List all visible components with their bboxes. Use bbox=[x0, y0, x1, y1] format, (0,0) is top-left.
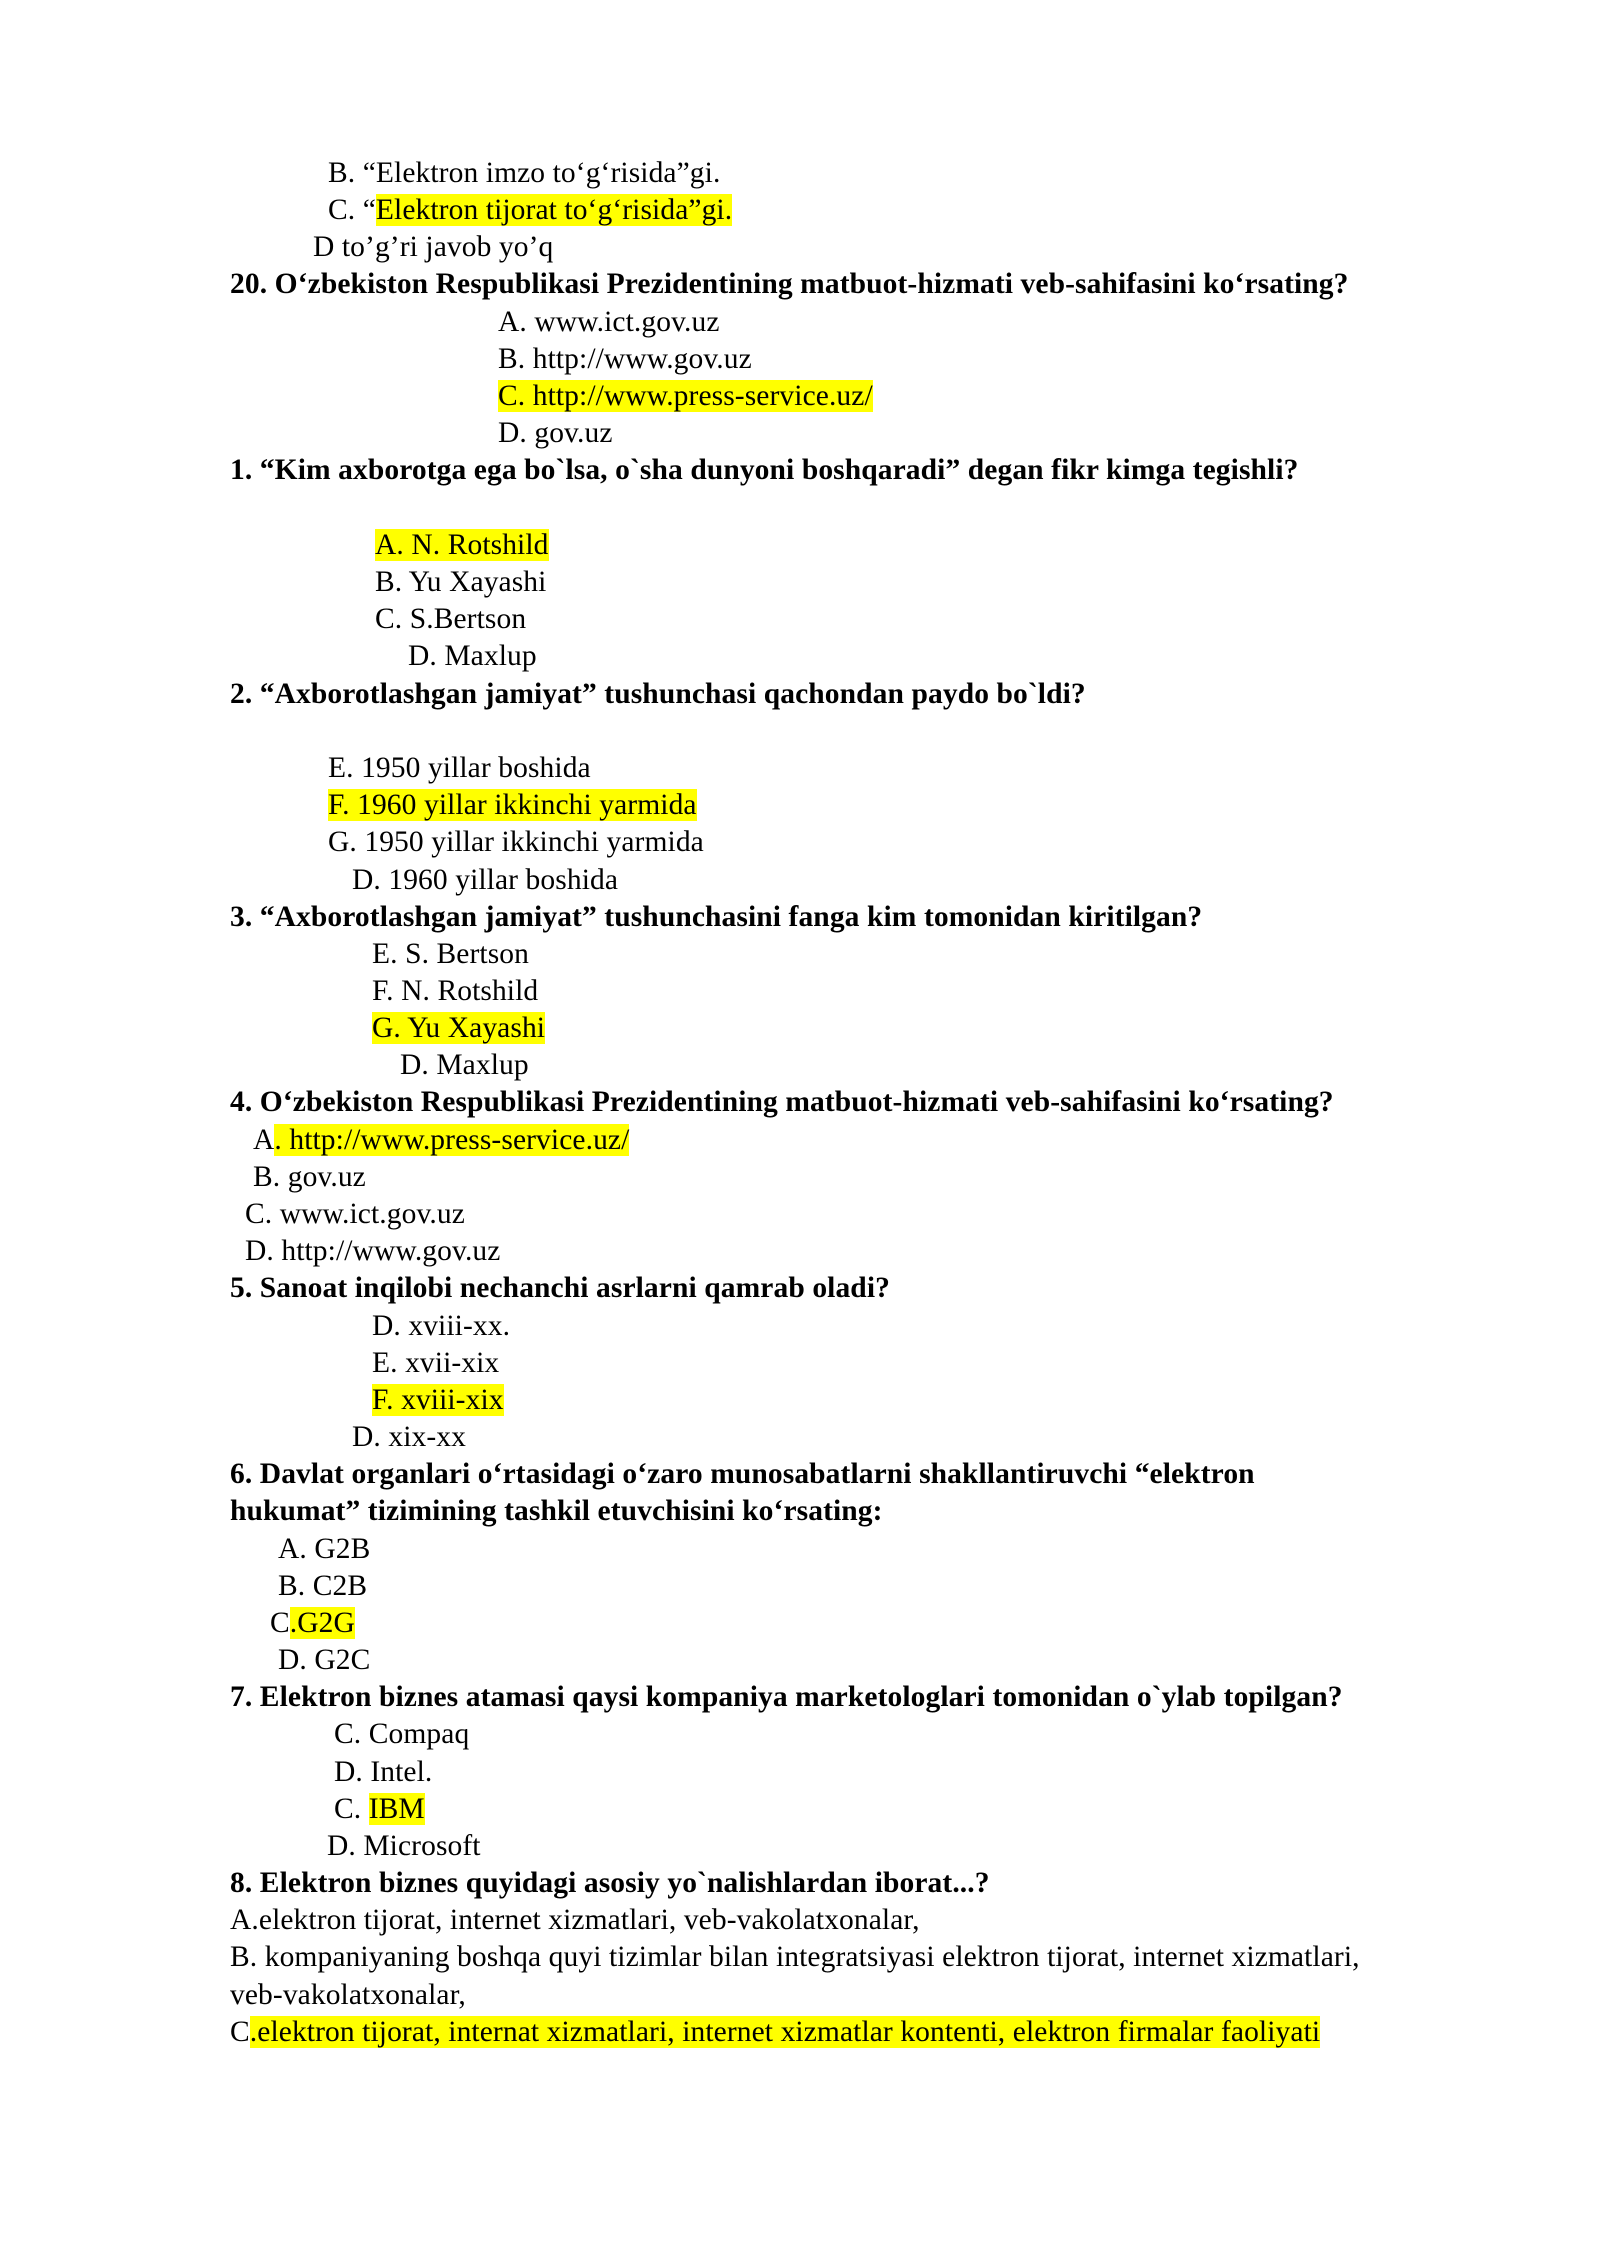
answer-option bbox=[498, 341, 752, 378]
line-text: C. bbox=[334, 1793, 369, 1825]
line-text: E. 1950 yillar boshida bbox=[328, 752, 591, 784]
question-text bbox=[230, 899, 1202, 936]
line-text: D. 1960 yillar boshida bbox=[352, 864, 619, 896]
line-text: B. gov.uz bbox=[253, 1161, 366, 1193]
line-text: D. Maxlup bbox=[408, 640, 537, 672]
line-text: B. C2B bbox=[278, 1570, 368, 1602]
line-text: veb-vakolatxonalar, bbox=[230, 1979, 466, 2011]
line-text: A.elektron tijorat, internet xizmatlari, veb-vakolatxonalar, bbox=[230, 1904, 920, 1936]
question-text bbox=[230, 1270, 890, 1307]
line-text: 1. “Kim axborotga ega bo`lsa, o`sha dunyoni boshqaradi” degan fikr kimga tegishli? bbox=[230, 454, 1299, 486]
highlighted-answer: F. xviii-xix bbox=[372, 1384, 504, 1416]
line-text: hukumat” tizimining tashkil etuvchisini ko‘rsating: bbox=[230, 1495, 883, 1527]
answer-option bbox=[334, 1791, 425, 1828]
line-text: D. http://www.gov.uz bbox=[245, 1235, 501, 1267]
line-text: E. xvii-xix bbox=[372, 1347, 500, 1379]
answer-option bbox=[313, 229, 553, 266]
answer-option bbox=[375, 564, 546, 601]
line-text: B. kompaniyaning boshqa quyi tizimlar bilan integratsiyasi elektron tijorat, internet xizmatlari, bbox=[230, 1941, 1360, 1973]
answer-option bbox=[498, 304, 720, 341]
question-text bbox=[230, 1456, 1255, 1493]
line-text: C. “ bbox=[328, 194, 376, 226]
line-text: D. xix-xx bbox=[352, 1421, 466, 1453]
answer-option bbox=[334, 1754, 432, 1791]
line-text: 7. Elektron biznes atamasi qaysi kompaniya marketologlari tomonidan o`ylab topilgan? bbox=[230, 1681, 1343, 1713]
question-text bbox=[230, 266, 1349, 303]
line-text: B. “Elektron imzo to‘g‘risida”gi. bbox=[328, 157, 721, 189]
answer-option bbox=[230, 2014, 1320, 2051]
answer-option bbox=[372, 1010, 545, 1047]
line-text: C bbox=[270, 1607, 290, 1639]
line-text: E. S. Bertson bbox=[372, 938, 529, 970]
highlighted-answer: A. N. Rotshild bbox=[375, 529, 549, 561]
line-text: 20. O‘zbekiston Respublikasi Prezidentining matbuot-hizmati veb-sahifasini ko‘rsating? bbox=[230, 268, 1349, 300]
answer-option bbox=[245, 1233, 500, 1270]
answer-option bbox=[278, 1642, 370, 1679]
answer-option bbox=[352, 862, 618, 899]
answer-option bbox=[253, 1122, 629, 1159]
answer-option bbox=[372, 1308, 510, 1345]
answer-option bbox=[278, 1568, 367, 1605]
answer-option bbox=[328, 192, 732, 229]
line-text: D. Intel. bbox=[334, 1756, 433, 1788]
line-text: A. www.ict.gov.uz bbox=[498, 306, 720, 338]
answer-option bbox=[352, 1419, 466, 1456]
answer-option bbox=[328, 155, 720, 192]
answer-option bbox=[230, 1902, 920, 1939]
line-text: D. gov.uz bbox=[498, 417, 613, 449]
highlighted-answer: IBM bbox=[368, 1793, 425, 1825]
line-text: D. Microsoft bbox=[327, 1830, 481, 1862]
answer-option bbox=[334, 1716, 469, 1753]
highlighted-answer: Elektron tijorat to‘g‘risida”gi. bbox=[375, 194, 733, 226]
line-text: D. xviii-xx. bbox=[372, 1310, 511, 1342]
answer-option bbox=[498, 378, 873, 415]
line-text: 3. “Axborotlashgan jamiyat” tushunchasini fanga kim tomonidan kiritilgan? bbox=[230, 901, 1203, 933]
question-text bbox=[230, 1493, 883, 1530]
answer-option bbox=[400, 1047, 529, 1084]
answer-option bbox=[375, 601, 526, 638]
answer-option bbox=[328, 824, 704, 861]
line-text: F. N. Rotshild bbox=[372, 975, 539, 1007]
line-text: D. G2C bbox=[278, 1644, 371, 1676]
line-text: A. G2B bbox=[278, 1533, 371, 1565]
highlighted-answer: .elektron tijorat, internat xizmatlari, internet xizmatlar kontenti, elektron firmalar faoliyati bbox=[249, 2016, 1321, 2048]
answer-option bbox=[372, 1382, 504, 1419]
line-text: 2. “Axborotlashgan jamiyat” tushunchasi qachondan paydo bo`ldi? bbox=[230, 678, 1086, 710]
line-text: 4. O‘zbekiston Respublikasi Prezidentining matbuot-hizmati veb-sahifasini ko‘rsating? bbox=[230, 1086, 1334, 1118]
line-text: G. 1950 yillar ikkinchi yarmida bbox=[328, 826, 704, 858]
answer-option bbox=[270, 1605, 355, 1642]
line-text: C. S.Bertson bbox=[375, 603, 527, 635]
question-text bbox=[230, 676, 1086, 713]
answer-option bbox=[408, 638, 537, 675]
line-text: C. Compaq bbox=[334, 1718, 470, 1750]
answer-option bbox=[230, 1977, 466, 2014]
highlighted-answer: G. Yu Xayashi bbox=[372, 1012, 546, 1044]
answer-option bbox=[372, 973, 538, 1010]
answer-option bbox=[328, 787, 697, 824]
answer-option bbox=[253, 1159, 366, 1196]
highlighted-answer: F. 1960 yillar ikkinchi yarmida bbox=[328, 789, 697, 821]
answer-option bbox=[328, 750, 591, 787]
answer-option bbox=[230, 1939, 1360, 1976]
line-text: D to’g’ri javob yo’q bbox=[313, 231, 554, 263]
answer-option bbox=[372, 1345, 499, 1382]
answer-option bbox=[278, 1531, 370, 1568]
line-text: C bbox=[230, 2016, 250, 2048]
question-text bbox=[230, 1084, 1334, 1121]
highlighted-answer: .G2G bbox=[289, 1607, 355, 1639]
line-text: B. http://www.gov.uz bbox=[498, 343, 752, 375]
question-text bbox=[230, 1865, 990, 1902]
line-text: 8. Elektron biznes quyidagi asosiy yo`nalishlardan iborat...? bbox=[230, 1867, 990, 1899]
answer-option bbox=[372, 936, 529, 973]
question-text bbox=[230, 452, 1298, 489]
line-text: 5. Sanoat inqilobi nechanchi asrlarni qamrab oladi? bbox=[230, 1272, 890, 1304]
answer-option bbox=[375, 527, 549, 564]
line-text: D. Maxlup bbox=[400, 1049, 529, 1081]
line-text: 6. Davlat organlari o‘rtasidagi o‘zaro munosabatlarni shakllantiruvchi “elektron bbox=[230, 1458, 1255, 1490]
line-text: B. Yu Xayashi bbox=[375, 566, 547, 598]
answer-option bbox=[498, 415, 613, 452]
answer-option bbox=[245, 1196, 465, 1233]
question-text bbox=[230, 1679, 1343, 1716]
line-text: C. www.ict.gov.uz bbox=[245, 1198, 465, 1230]
line-text: A bbox=[253, 1124, 275, 1156]
answer-option bbox=[327, 1828, 481, 1865]
highlighted-answer: C. http://www.press-service.uz/ bbox=[498, 380, 873, 412]
highlighted-answer: . http://www.press-service.uz/ bbox=[274, 1124, 630, 1156]
